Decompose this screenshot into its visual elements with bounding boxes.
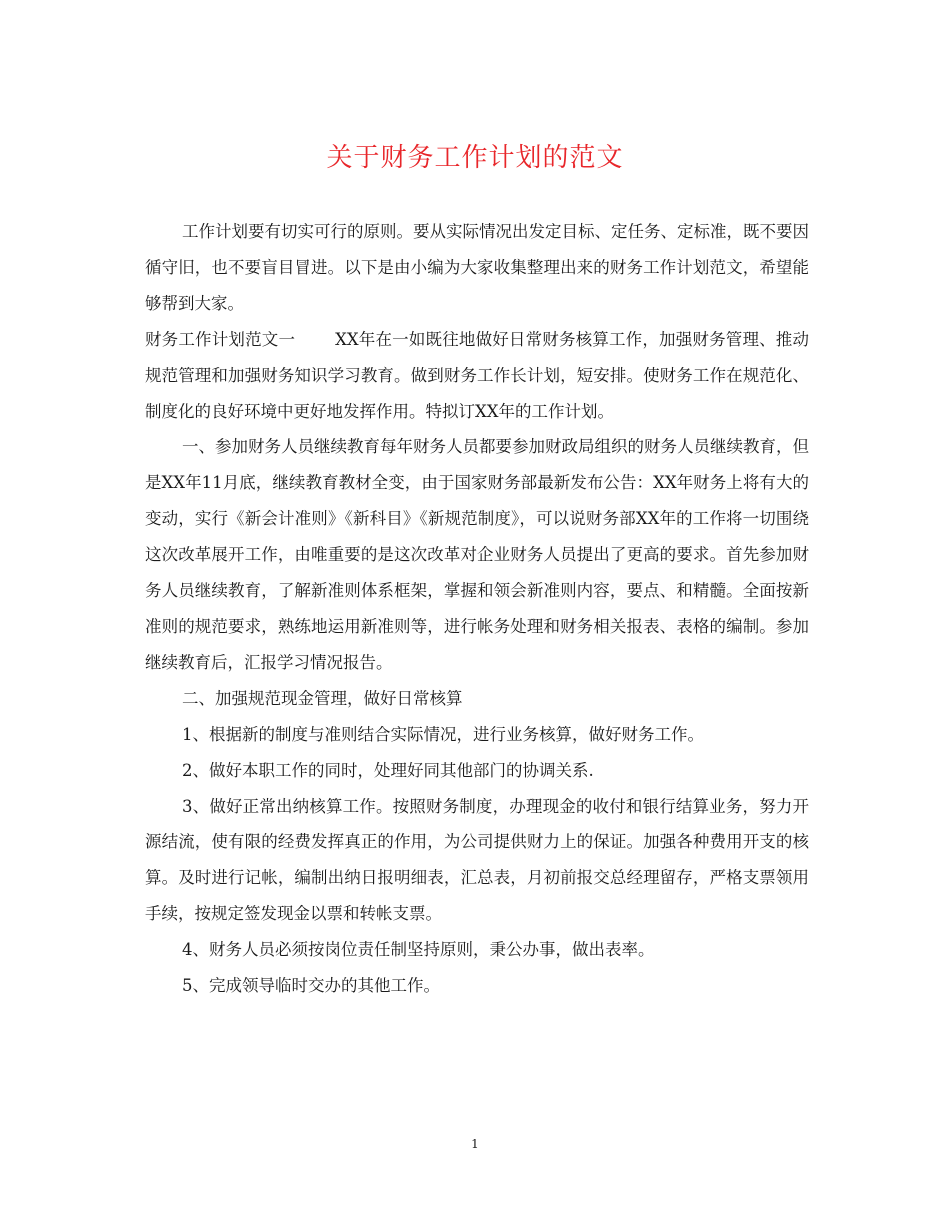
intro-paragraph: 工作计划要有切实可行的原则。要从实际情况出发定目标、定任务、定标准，既不要因循守旧，也不要盲目冒进。以下是由小编为大家收集整理出来的财务工作计划范文，希望能够帮到大家。 bbox=[145, 222, 809, 313]
document-title: 关于财务工作计划的范文 bbox=[326, 143, 624, 173]
paragraph-continuing-education: 一、参加财务人员继续教育每年财务人员都要参加财政局组织的财务人员继续教育，但是XX年11月底，继续教育教材全变，由于国家财务部最新发布公告：XX年财务上将有大的变动，实行《新会计准则》《新科目》《新规范制度》，可以说财务部XX年的工作将一切围绕这次改革展开工作，由唯重要的是这次改革对企业财务人员提出了更高的要求。首先参加财务人员继续教育，了解新准则体系框架，掌握和领会新准则内容，要点、和精髓。全面按新准则的规范要求，熟练地运用新准则等，进行帐务处理和财务相关报表、表格的编制。参加继续教育后，汇报学习情况报告。 bbox=[145, 437, 809, 672]
section-text: XX年在一如既往地做好日常财务核算工作，加强财务管理、推动规范管理和加强财务知识学习教育。做到财务工作长计划，短安排。使财务工作在规范化、制度化的良好环境中更好地发挥作用。特拟订XX年的工作计划。 bbox=[145, 329, 809, 421]
list-item-4: 4、财务人员必须按岗位责任制坚持原则，秉公办事，做出表率。 bbox=[182, 940, 655, 960]
document-body bbox=[145, 214, 809, 1004]
list-item-2: 2、做好本职工作的同时，处理好同其他部门的协调关系. bbox=[182, 760, 594, 780]
list-item-3: 3、做好正常出纳核算工作。按照财务制度，办理现金的收付和银行结算业务，努力开源结流，使有限的经费发挥真正的作用，为公司提供财力上的保证。加强各种费用开支的核算。及时进行记帐，编制出纳日报明细表，汇总表，月初前报交总经理留存，严格支票领用手续，按规定签发现金以票和转帐支票。 bbox=[145, 796, 809, 924]
section-paragraph bbox=[145, 322, 809, 430]
page-number: 1 bbox=[471, 1137, 479, 1151]
list-item-1: 1、根据新的制度与准则结合实际情况，进行业务核算，做好财务工作。 bbox=[182, 724, 704, 744]
list-item-5: 5、完成领导临时交办的其他工作。 bbox=[182, 976, 440, 996]
section-label: 财务工作计划范文一 bbox=[145, 329, 296, 349]
paragraph-cash-management-heading: 二、加强规范现金管理，做好日常核算 bbox=[182, 688, 463, 708]
